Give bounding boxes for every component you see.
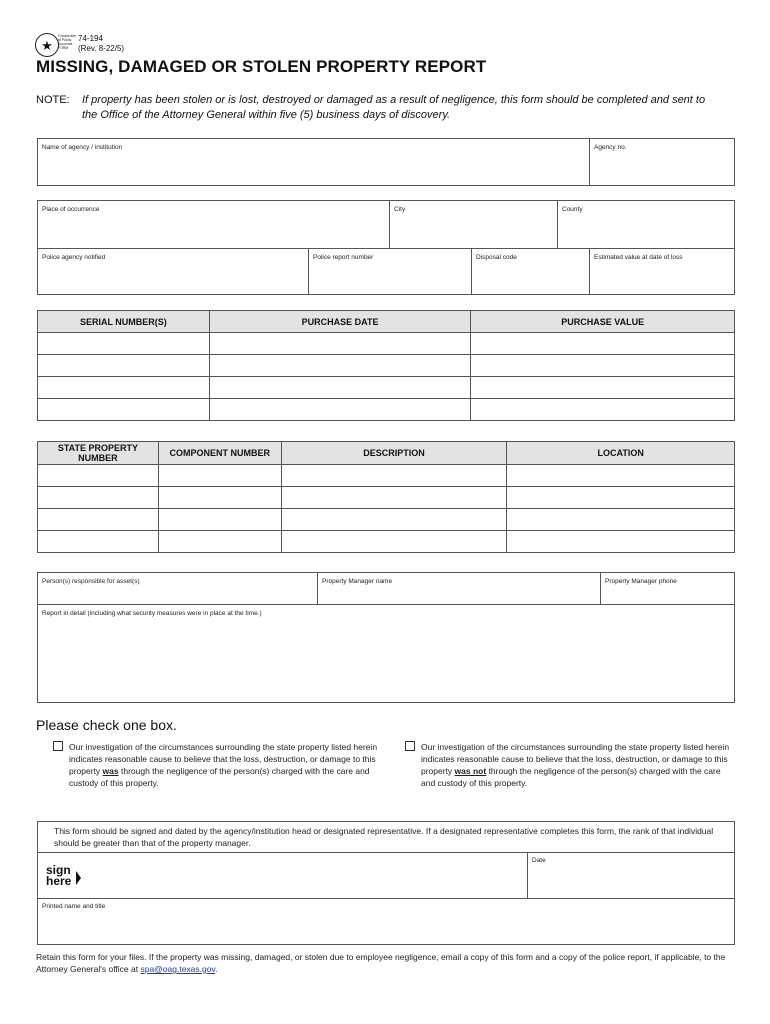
- table-cell[interactable]: [281, 487, 507, 509]
- signature-section: [37, 821, 735, 945]
- table-cell[interactable]: [38, 531, 159, 553]
- agency-number-field[interactable]: [590, 139, 734, 185]
- date-label: Date: [532, 857, 546, 864]
- table-cell[interactable]: [209, 333, 471, 355]
- col-location: LOCATION: [507, 442, 735, 465]
- responsible-section: [37, 572, 735, 703]
- table-cell[interactable]: [471, 355, 735, 377]
- col-serial-numbers: SERIAL NUMBER(S): [38, 311, 210, 333]
- table-cell[interactable]: [209, 377, 471, 399]
- table-cell[interactable]: [209, 399, 471, 421]
- footer-text: Retain this form for your files. If the property was missing, damaged, or stolen due to employee negligence, email a copy of this form and a copy of the police report, if applicable, to the Attorney General's office at: [36, 952, 726, 974]
- option2-text-end: through the negligence of the person(s) charged with the care and custody of this property.: [421, 766, 721, 788]
- sign-here-mark: [46, 865, 71, 887]
- note-text: If property has been stolen or is lost, destroyed or damaged as a result of negligence, this form should be completed and sent to the Office of the Attorney General within five (5) business days of discovery.: [82, 94, 706, 121]
- property-table-header: [38, 442, 735, 465]
- table-cell[interactable]: [38, 509, 159, 531]
- table-cell[interactable]: [507, 531, 735, 553]
- persons-responsible-label: Person(s) responsible for asset(s): [42, 578, 140, 585]
- property-manager-phone-label: Property Manager phone: [605, 578, 677, 585]
- property-table: [37, 441, 735, 553]
- form-number-block: [78, 34, 124, 54]
- sign-arrow-icon: [76, 871, 81, 885]
- table-row: [38, 333, 735, 355]
- col-purchase-date: PURCHASE DATE: [209, 311, 471, 333]
- was-not-negligence-text: [421, 741, 733, 789]
- option2-keyword: was not: [454, 766, 487, 776]
- disposal-code-label: Disposal code: [476, 254, 517, 261]
- estimated-value-label: Estimated value at date of loss: [594, 254, 683, 261]
- page-title: MISSING, DAMAGED OR STOLEN PROPERTY REPORT: [36, 57, 487, 76]
- table-cell[interactable]: [38, 355, 210, 377]
- table-cell[interactable]: [209, 355, 471, 377]
- table-cell[interactable]: [507, 487, 735, 509]
- table-cell[interactable]: [471, 399, 735, 421]
- check-box-title: Please check one box.: [36, 717, 177, 733]
- police-agency-label: Police agency notified: [42, 254, 106, 261]
- form-revision: (Rev. 8-22/5): [78, 44, 125, 53]
- col-description: DESCRIPTION: [281, 442, 507, 465]
- texas-seal-icon: ★: [35, 33, 59, 57]
- was-negligence-checkbox[interactable]: [53, 741, 63, 751]
- seal-caption: Comptroller of Public Accounts FORM: [58, 34, 77, 50]
- city-field[interactable]: [390, 201, 557, 248]
- option2-text-start: Our investigation of the circumstances surrounding the state property listed herein indicates reasonable cause to believe that the loss, destruction, or damage to this property: [421, 742, 730, 776]
- here-text: here: [46, 874, 72, 888]
- property-manager-name-field[interactable]: [318, 573, 600, 604]
- table-cell[interactable]: [38, 487, 159, 509]
- report-detail-field[interactable]: [38, 605, 734, 702]
- agency-name-label: Name of agency / institution: [42, 144, 123, 151]
- signature-instruction: This form should be signed and dated by the agency/institution head or designated representative. If a designated representative completes this form, the rank of that individual should be greater than that of the property manager.: [54, 826, 714, 848]
- table-cell[interactable]: [158, 465, 281, 487]
- agency-number-label: Agency no.: [594, 144, 627, 151]
- disposal-code-field[interactable]: [472, 249, 589, 294]
- agency-section: [37, 138, 735, 186]
- table-row: [38, 465, 735, 487]
- table-cell[interactable]: [38, 377, 210, 399]
- table-cell[interactable]: [158, 531, 281, 553]
- table-row: [38, 355, 735, 377]
- table-row: [38, 377, 735, 399]
- table-cell[interactable]: [281, 465, 507, 487]
- table-cell[interactable]: [38, 465, 159, 487]
- signature-field[interactable]: [94, 853, 527, 898]
- police-report-label: Police report number: [313, 254, 374, 261]
- place-field[interactable]: [38, 201, 389, 248]
- table-cell[interactable]: [471, 333, 735, 355]
- printed-name-field[interactable]: [38, 899, 734, 944]
- sign-text: sign: [46, 863, 71, 877]
- table-row: [38, 487, 735, 509]
- table-row: [38, 531, 735, 553]
- col-purchase-value: PURCHASE VALUE: [471, 311, 735, 333]
- table-cell[interactable]: [471, 377, 735, 399]
- col-state-property-number: STATE PROPERTY NUMBER: [38, 442, 159, 465]
- city-label: City: [394, 206, 406, 213]
- note-label: NOTE:: [36, 94, 70, 106]
- footer-end: .: [215, 964, 218, 974]
- table-cell[interactable]: [38, 333, 210, 355]
- serial-table-header: [38, 311, 735, 333]
- option1-text-end: through the negligence of the person(s) charged with the care and custody of this property.: [69, 766, 370, 788]
- estimated-value-field[interactable]: [590, 249, 734, 294]
- occurrence-section: [37, 200, 735, 295]
- place-label: Place of occurrence: [42, 206, 100, 213]
- table-row: [38, 399, 735, 421]
- county-label: County: [562, 206, 583, 213]
- form-number: 74-194: [78, 34, 103, 43]
- property-manager-name-label: Property Manager name: [322, 578, 393, 585]
- date-field[interactable]: [528, 853, 734, 898]
- persons-responsible-field[interactable]: [38, 573, 317, 604]
- police-agency-field[interactable]: [38, 249, 308, 294]
- table-cell[interactable]: [38, 399, 210, 421]
- property-manager-phone-field[interactable]: [601, 573, 734, 604]
- report-detail-label: Report in detail (including what security measures were in place at the time.): [42, 610, 262, 617]
- table-cell[interactable]: [281, 509, 507, 531]
- table-cell[interactable]: [507, 509, 735, 531]
- printed-name-label: Printed name and title: [42, 903, 106, 910]
- table-cell[interactable]: [158, 509, 281, 531]
- agency-name-field[interactable]: [38, 139, 589, 185]
- table-cell[interactable]: [281, 531, 507, 553]
- serial-table: [37, 310, 735, 421]
- option1-keyword: was: [102, 766, 119, 776]
- county-field[interactable]: [558, 201, 734, 248]
- email-link[interactable]: spa@oag.texas.gov: [140, 964, 216, 974]
- table-row: [38, 509, 735, 531]
- table-cell[interactable]: [158, 487, 281, 509]
- option1-text-start: Our investigation of the circumstances surrounding the state property listed herein indicates reasonable cause to believe that the loss, destruction, or damage to this property: [69, 742, 378, 776]
- table-cell[interactable]: [507, 465, 735, 487]
- was-negligence-text: [69, 741, 391, 789]
- was-not-negligence-checkbox[interactable]: [405, 741, 415, 751]
- footer-note: [36, 951, 736, 975]
- col-component-number: COMPONENT NUMBER: [158, 442, 281, 465]
- police-report-field[interactable]: [309, 249, 471, 294]
